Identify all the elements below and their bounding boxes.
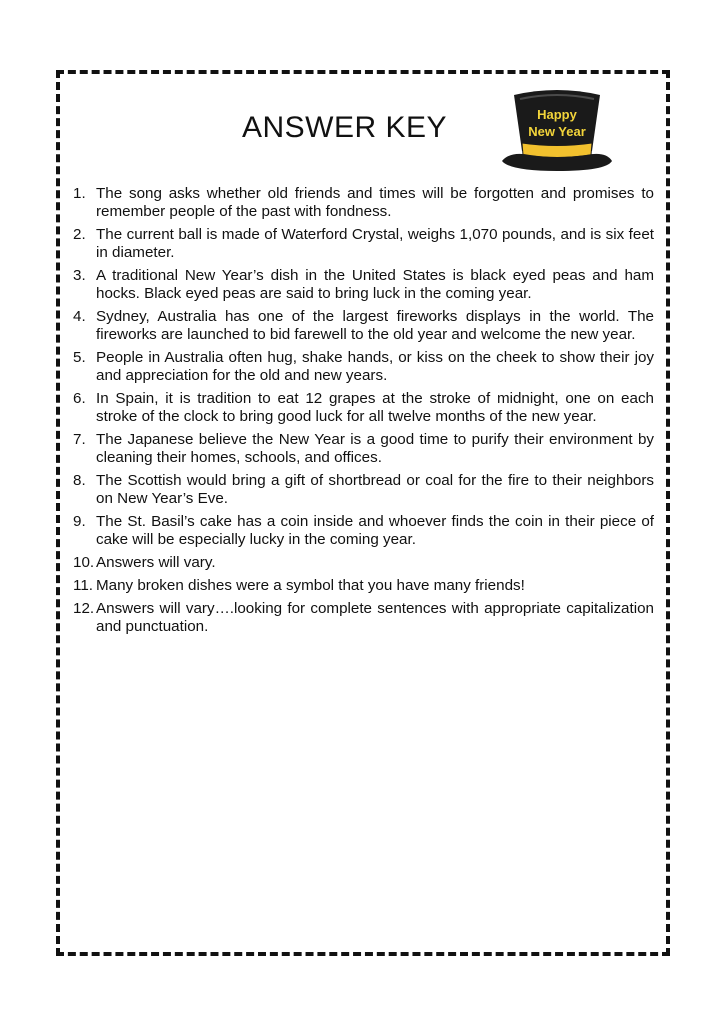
hat-text-line2: New Year [528,124,586,139]
answer-text: In Spain, it is tradition to eat 12 grapes at the stroke of midnight, one on each stroke of the clock to bring good luck for all twelve months of the new year. [96,390,654,426]
answer-number: 6. [73,390,86,407]
answer-item-3 [72,267,654,303]
answer-number: 11. [73,576,93,594]
happy-new-year-hat-icon [500,85,615,175]
answer-item-1 [72,185,654,221]
answer-item-8 [72,472,654,508]
answer-number: 4. [73,308,86,325]
answer-number: 5. [73,349,86,366]
answer-item-7 [72,431,654,467]
answer-text: The St. Basil’s cake has a coin inside and whoever finds the coin in their piece of cake will be especially lucky in the coming year. [96,513,654,549]
answer-item-5 [72,349,654,385]
answer-item-12 [72,600,654,636]
answer-text: People in Australia often hug, shake hands, or kiss on the cheek to show their joy and appreciation for the old and new years. [96,349,654,385]
page-title: ANSWER KEY [242,111,448,144]
answer-item-2 [72,226,654,262]
answer-item-6 [72,390,654,426]
answer-number: 8. [73,472,86,489]
answer-text: A traditional New Year’s dish in the United States is black eyed peas and ham hocks. Black eyed peas are said to bring luck in the coming year. [96,267,654,303]
answer-item-9 [72,513,654,549]
answer-text: The song asks whether old friends and times will be forgotten and promises to remember people of the past with fondness. [96,185,654,221]
answer-text: Answers will vary….looking for complete sentences with appropriate capitalization and punctuation. [96,599,654,635]
answer-number: 9. [73,513,86,530]
answer-item-10 [72,554,654,572]
answer-item-11 [72,577,654,595]
answer-number: 12. [73,599,95,617]
answer-number: 2. [73,226,86,243]
answer-text: The Scottish would bring a gift of shortbread or coal for the fire to their neighbors on New Year’s Eve. [96,472,654,508]
answer-list [72,185,654,641]
answer-text: The Japanese believe the New Year is a good time to purify their environment by cleaning their homes, schools, and offices. [96,431,654,467]
answer-number: 3. [73,267,86,284]
answer-text: The current ball is made of Waterford Crystal, weighs 1,070 pounds, and is six feet in diameter. [96,226,654,262]
answer-number: 1. [73,185,86,202]
answer-text: Many broken dishes were a symbol that you have many friends! [96,576,525,594]
answer-item-4 [72,308,654,344]
answer-number: 10. [73,554,95,571]
answer-number: 7. [73,431,86,448]
answer-text: Answers will vary. [96,554,216,571]
hat-text-line1: Happy [537,107,577,122]
answer-text: Sydney, Australia has one of the largest fireworks displays in the world. The fireworks are launched to bid farewell to the old year and welcome the new year. [96,308,654,344]
